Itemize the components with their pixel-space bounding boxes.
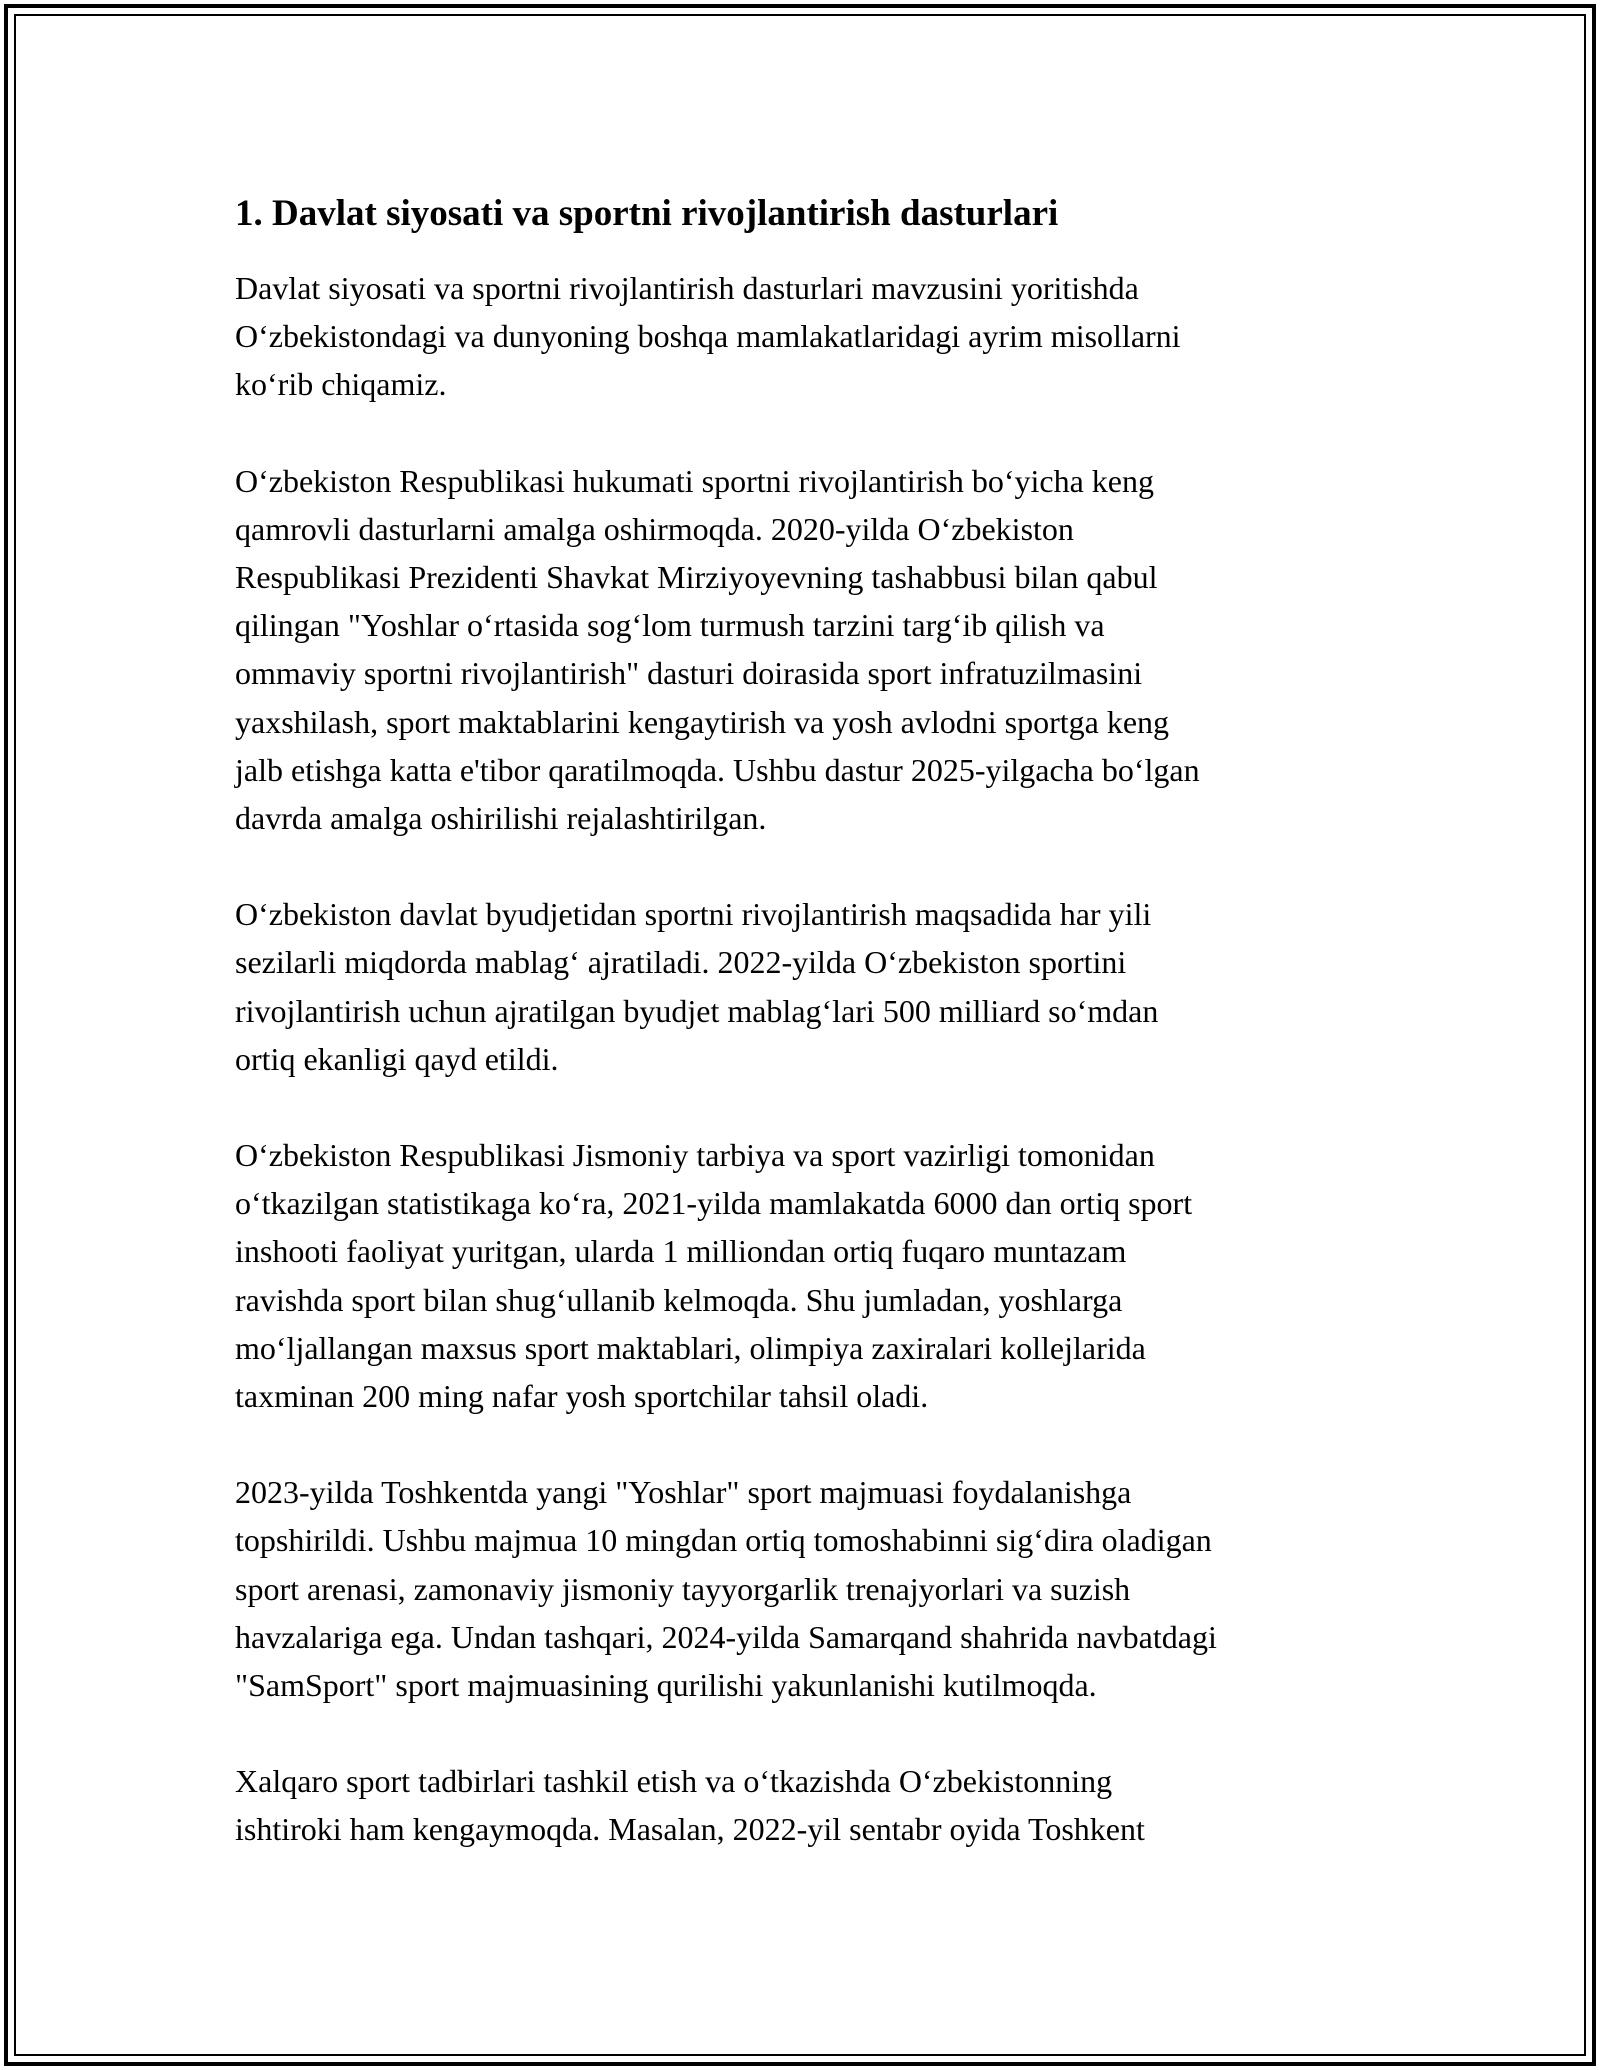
paragraph-international-events: Xalqaro sport tadbirlari tashkil etish va oʻtkazishda Oʻzbekistonning ishtiroki ham kengaymoqda. Masalan, 2022-yil sentabr oyida Toshkent (235, 1763, 1145, 1848)
paragraph-budget: Oʻzbekiston davlat byudjetidan sportni rivojlantirish maqsadida har yili sezilarli miqdorda mablagʻ ajratiladi. 2022-yilda Oʻzbekiston sportini rivojlantirish uchun ajratilgan byudjet mablagʻlari 500 milliard soʻmdan ortiq ekanligi qayd etildi. (235, 896, 1159, 1077)
paragraph-statistics: Oʻzbekiston Respublikasi Jismoniy tarbiya va sport vazirligi tomonidan oʻtkazilgan statistikaga koʻra, 2021-yilda mamlakatda 6000 dan ortiq sport inshooti faoliyat yuritgan, ularda 1 milliondan ortiq fuqaro muntazam ravishda sport bilan shugʻullanib kelmoqda. Shu jumladan, yoshlarga moʻljallangan maxsus sport maktablari, olimpiya zaxiralari kollejlarida taxminan 200 ming nafar yosh sportchilar tahsil oladi. (235, 1137, 1193, 1415)
document-body (235, 188, 1375, 1902)
section-heading: 1. Davlat siyosati va sportni rivojlantirish dasturlari (235, 193, 1059, 234)
paragraph-intro: Davlat siyosati va sportni rivojlantirish dasturlari mavzusini yoritishda Oʻzbekistondagi va dunyoning boshqa mamlakatlaridagi ayrim misollarni koʻrib chiqamiz. (235, 270, 1181, 403)
paragraph-government-programs: Oʻzbekiston Respublikasi hukumati sportni rivojlantirish boʻyicha keng qamrovli dasturlarni amalga oshirmoqda. 2020-yilda Oʻzbekiston Respublikasi Prezidenti Shavkat Mirziyoyevning tashabbusi bilan qabul qilingan "Yoshlar oʻrtasida sogʻlom turmush tarzini targʻib qilish va ommaviy sportni rivojlantirish" dasturi doirasida sport infratuzilmasini yaxshilash, sport maktablarini kengaytirish va yosh avlodni sportga keng jalb etishga katta e'tibor qaratilmoqda. Ushbu dastur 2025-yilgacha boʻlgan davrda amalga oshirilishi rejalashtirilgan. (235, 462, 1200, 837)
paragraph-sport-complexes: 2023-yilda Toshkentda yangi "Yoshlar" sport majmuasi foydalanishga topshirildi. Ushbu majmua 10 mingdan ortiq tomoshabinni sigʻdira oladigan sport arenasi, zamonaviy jismoniy tayyorgarlik trenajyorlari va suzish havzalariga ega. Undan tashqari, 2024-yilda Samarqand shahrida navbatdagi "SamSport" sport majmuasining qurilishi yakunlanishi kutilmoqda. (235, 1474, 1217, 1704)
